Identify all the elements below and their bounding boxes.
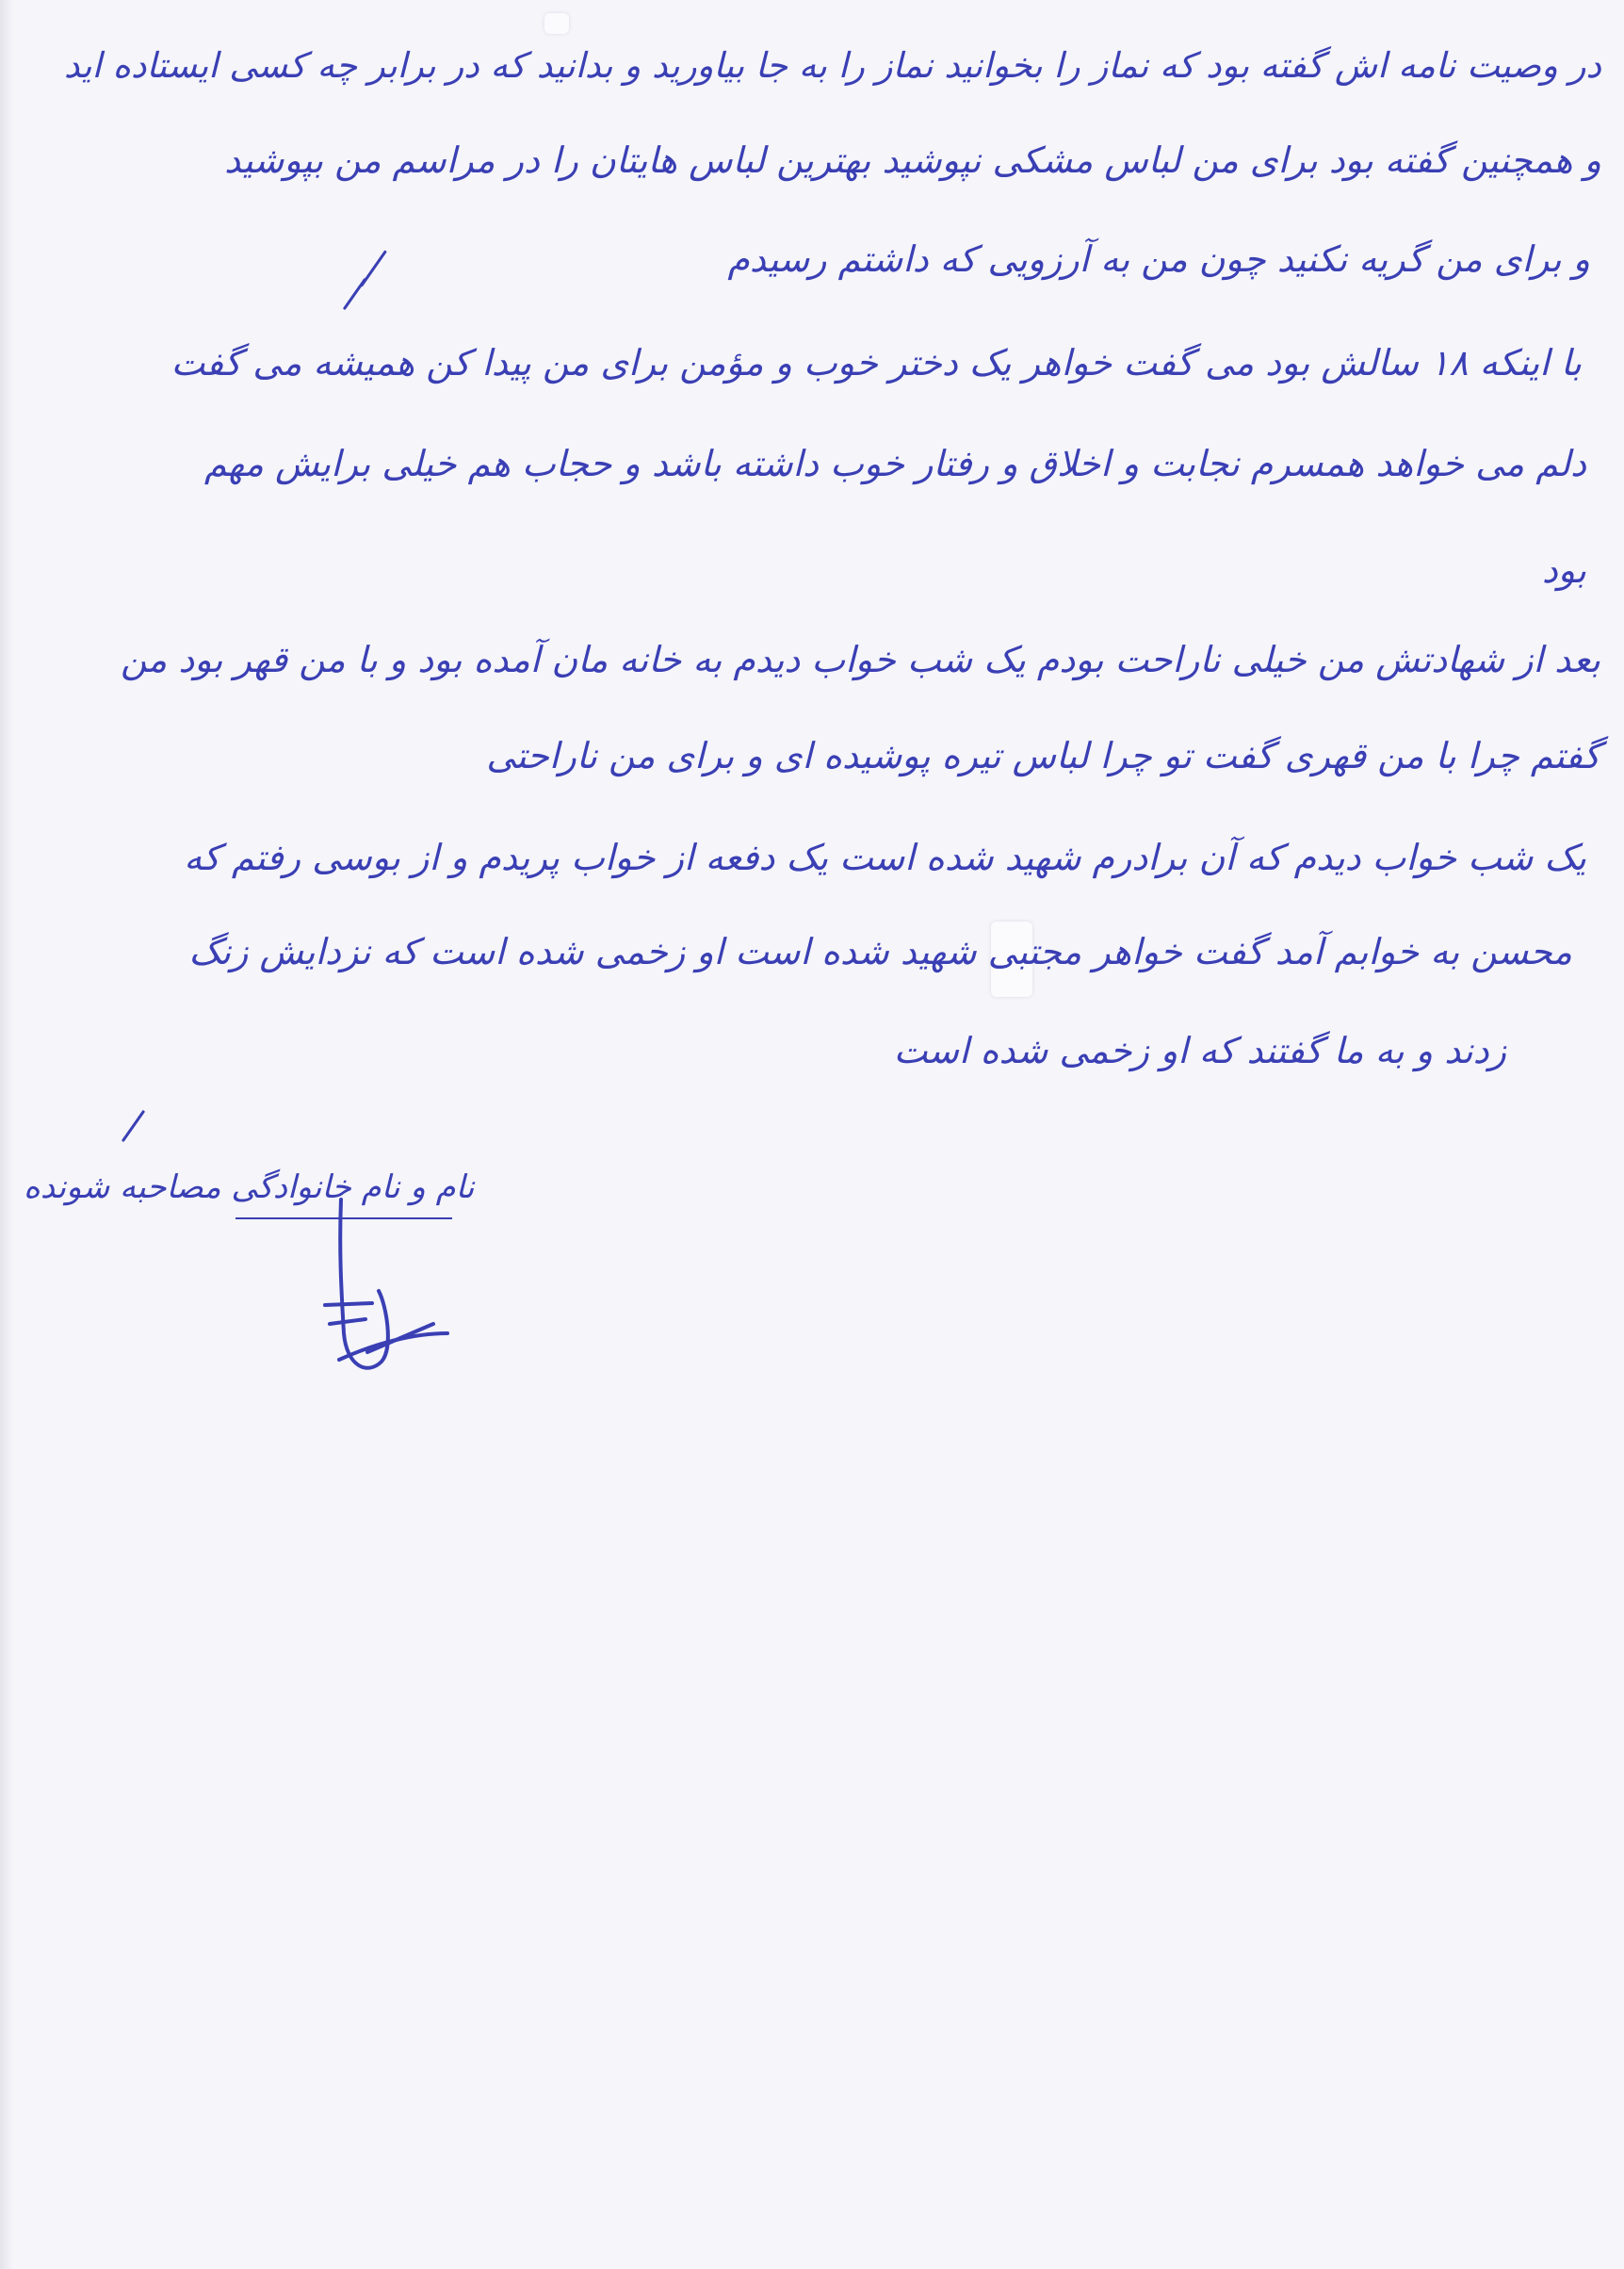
handwritten-line-5: دلم می خواهد همسرم نجابت و اخلاق و رفتار خوب داشته باشد و حجاب هم خیلی برایش مهم <box>203 443 1586 484</box>
paper-smudge <box>544 13 569 34</box>
handwritten-line-3: و برای من گریه نکنید چون من به آرزویی که داشتم رسیدم <box>727 238 1590 280</box>
handwritten-line-8: گفتم چرا با من قهری گفت تو چرا لباس تیره پوشیده ای و برای من ناراحتی <box>486 735 1600 776</box>
handwritten-line-4: با اینکه ۱۸ سالش بود می گفت خواهر یک دختر خوب و مؤمن برای من پیدا کن همیشه می گفت <box>171 342 1582 384</box>
handwritten-line-9: یک شب خواب دیدم که آن برادرم شهید شده است یک دفعه از خواب پریدم و از بوسی رفتم که <box>184 837 1586 878</box>
handwritten-line-10: محسن به خوابم آمد گفت خواهر مجتبی شهید شده است او زخمی شده است که نزدایش زنگ <box>188 931 1572 972</box>
paragraph-mark <box>122 1110 145 1142</box>
paragraph-mark <box>343 278 366 310</box>
page-edge-shadow <box>0 0 13 2269</box>
handwritten-line-7: بعد از شهادتش من خیلی ناراحت بودم یک شب خواب دیدم به خانه مان آمده بود و با من قهر بود من <box>120 639 1600 680</box>
signature-label: نام و نام خانوادگی مصاحبه شونده <box>24 1168 475 1206</box>
handwritten-line-11: زدند و به ما گفتند که او زخمی شده است <box>893 1030 1506 1071</box>
handwritten-line-6: بود <box>1541 549 1586 591</box>
handwritten-line-2: و همچنین گفته بود برای من لباس مشکی نپوشید بهترین لباس هایتان را در مراسم من بپوشید <box>224 139 1601 181</box>
handwritten-signature <box>320 1192 471 1437</box>
handwritten-line-1: در وصیت نامه اش گفته بود که نماز را بخوانید نماز را به جا بیاورید و بدانید که در برابر چه کسی ایستاده اید <box>63 45 1601 86</box>
